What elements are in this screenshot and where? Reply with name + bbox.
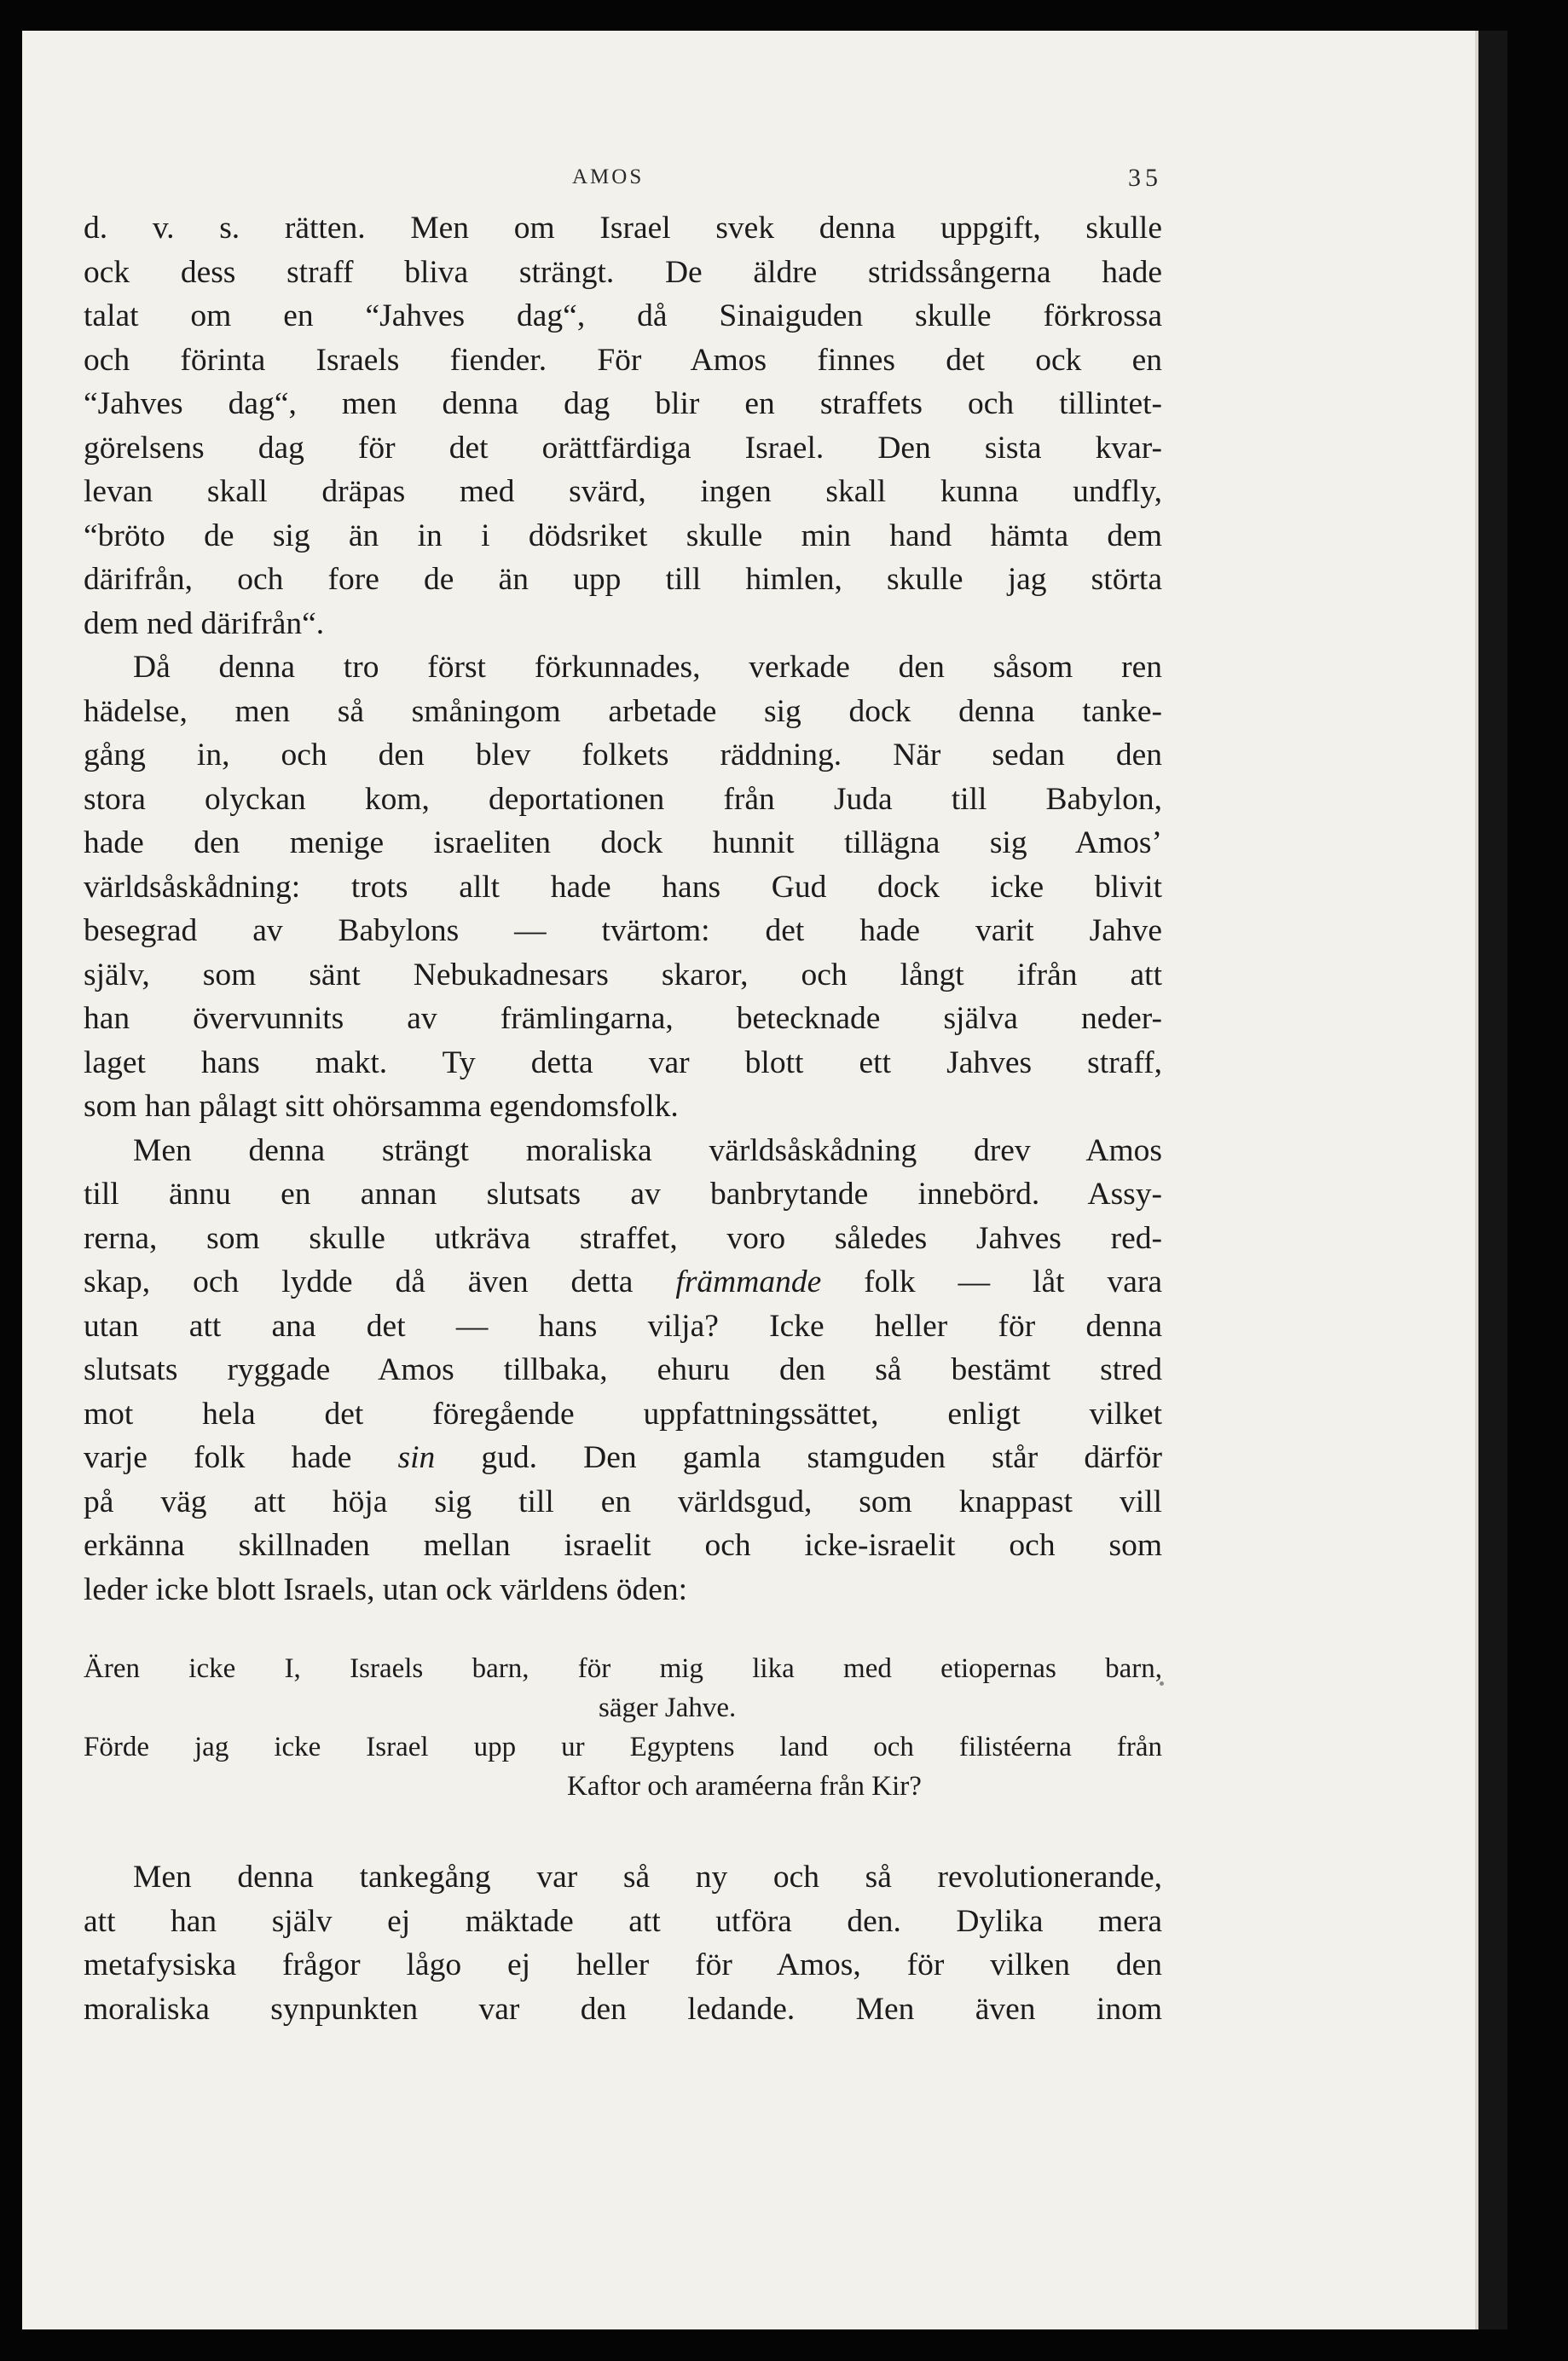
text-line: hade den menige israeliten dock hunnit tillägna sig Amos’ xyxy=(84,825,1162,860)
verse-quote xyxy=(84,1649,1162,1806)
paragraph-1 xyxy=(84,206,1162,645)
text-line: han övervunnits av främlingarna, betecknade själva neder- xyxy=(84,1001,1162,1036)
page-number: 35 xyxy=(1128,164,1162,192)
paragraph-4 xyxy=(84,1855,1162,2031)
text-line: själv, som sänt Nebukadnesars skaror, och långt ifrån att xyxy=(84,957,1162,992)
page-header xyxy=(84,153,1162,206)
verse-line: Förde jag icke Israel upp ur Egyptens land och filistéerna från xyxy=(84,1732,1162,1762)
text-line: “Jahves dag“, men denna dag blir en straffets och tillintet- xyxy=(84,386,1162,421)
text-line: slutsats ryggade Amos tillbaka, ehuru den så bestämt stred xyxy=(84,1352,1162,1387)
text-line: på väg att höja sig till en världsgud, som knappast vill xyxy=(84,1484,1162,1519)
text-line: att han själv ej mäktade att utföra den. Dylika mera xyxy=(84,1903,1162,1939)
verse-line-continuation: säger Jahve. xyxy=(599,1693,737,1723)
verse-line-continuation: Kaftor och araméerna från Kir? xyxy=(567,1771,922,1802)
text-line: Då denna tro först förkunnades, verkade den såsom ren xyxy=(133,650,1162,685)
running-head: AMOS xyxy=(572,165,645,188)
text-line: erkänna skillnaden mellan israelit och icke-israelit och som xyxy=(84,1528,1162,1563)
text-line: varje folk hade sin gud. Den gamla stamguden står därför xyxy=(84,1440,1163,1475)
text-line: talat om en “Jahves dag“, då Sinaiguden skulle förkrossa xyxy=(84,298,1162,333)
text-line: leder icke blott Israels, utan ock världens öden: xyxy=(84,1571,688,1607)
text-line: d. v. s. rätten. Men om Israel svek denna uppgift, skulle xyxy=(84,211,1162,246)
text-line: skap, och lydde då även detta främmande folk — låt vara xyxy=(84,1264,1162,1299)
text-line: Men denna tankegång var så ny och så revolutionerande, xyxy=(133,1860,1162,1895)
text-line: dem ned därifrån“. xyxy=(84,605,325,641)
text-line: görelsens dag för det orättfärdiga Israel. Den sista kvar- xyxy=(84,430,1162,466)
text-line: moraliska synpunkten var den ledande. Men även inom xyxy=(84,1991,1162,2027)
text-line: metafysiska frågor lågo ej heller för Amos, för vilken den xyxy=(84,1947,1162,1982)
text-line: Men denna strängt moraliska världsåskådning drev Amos xyxy=(133,1132,1162,1168)
text-line: och förinta Israels fiender. För Amos finnes det ock en xyxy=(84,342,1162,378)
text-line: som han pålagt sitt ohörsamma egendomsfolk. xyxy=(84,1089,679,1124)
text-line: laget hans makt. Ty detta var blott ett Jahves straff, xyxy=(84,1045,1162,1080)
text-line: stora olyckan kom, deportationen från Juda till Babylon, xyxy=(84,781,1162,817)
text-line: besegrad av Babylons — tvärtom: det hade varit Jahve xyxy=(84,913,1162,948)
text-line: hädelse, men så småningom arbetade sig dock denna tanke- xyxy=(84,693,1162,729)
text-line: rerna, som skulle utkräva straffet, voro således Jahves red- xyxy=(84,1220,1162,1256)
text-line: levan skall dräpas med svärd, ingen skall kunna undfly, xyxy=(84,474,1162,509)
text-line: gång in, och den blev folkets räddning. När sedan den xyxy=(84,738,1162,773)
paragraph-2 xyxy=(84,645,1162,1129)
text-line: utan att ana det — hans vilja? Icke heller för denna xyxy=(84,1308,1162,1344)
verse-line: Ären icke I, Israels barn, för mig lika med etiopernas barn, xyxy=(84,1653,1162,1684)
text-line: världsåskådning: trots allt hade hans Gud dock icke blivit xyxy=(84,869,1162,905)
text-line: till ännu en annan slutsats av banbrytande innebörd. Assy- xyxy=(84,1177,1162,1212)
paragraph-3 xyxy=(84,1129,1162,1612)
text-line: därifrån, och fore de än upp till himlen, skulle jag störta xyxy=(84,562,1162,597)
text-line: ock dess straff bliva strängt. De äldre stridssångerna hade xyxy=(84,254,1162,290)
text-line: “bröto de sig än in i dödsriket skulle min hand hämta dem xyxy=(84,518,1162,553)
italic-word: sin xyxy=(397,1440,436,1475)
scan-edge-strip xyxy=(1478,31,1507,2329)
text-line: mot hela det föregående uppfattningssättet, enligt vilket xyxy=(84,1396,1162,1432)
page-text xyxy=(84,153,1162,2031)
italic-word: främmande xyxy=(675,1264,822,1299)
